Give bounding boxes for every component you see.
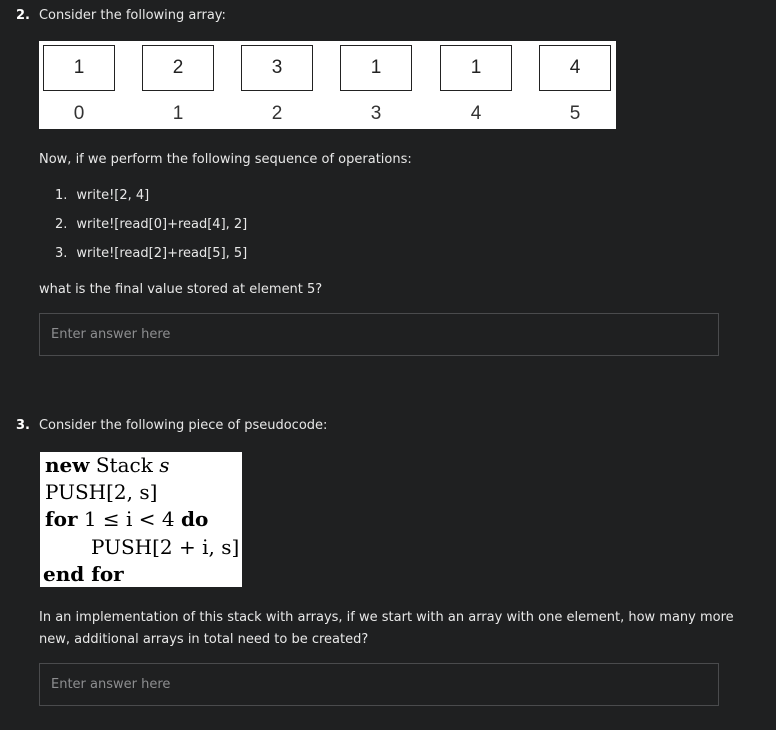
array-index: 2: [271, 103, 283, 124]
list-item: [55, 246, 247, 275]
pseudocode-figure: [40, 452, 242, 587]
q3-answer-input[interactable]: [39, 663, 719, 706]
list-item: [55, 217, 247, 246]
array-cell: 1: [43, 45, 115, 91]
op-number: 3.: [55, 246, 68, 261]
code-line-2: PUSH[2, s]: [45, 480, 158, 504]
q2-answer-input[interactable]: [39, 313, 719, 356]
ops-intro: Now, if we perform the following sequence of operations:: [39, 152, 412, 167]
op-number: 1.: [55, 188, 68, 203]
q2-header: [16, 8, 226, 23]
code-var: s: [159, 453, 170, 477]
array-index: 5: [569, 103, 581, 124]
q3-prompt: Consider the following piece of pseudocode:: [38, 418, 328, 433]
code-keyword: for: [45, 507, 78, 531]
array-cell: 1: [340, 45, 412, 91]
q2-prompt: Consider the following array:: [38, 8, 226, 23]
operations-list: [55, 188, 247, 275]
op-text: write![2, 4]: [76, 188, 150, 203]
array-cell: 1: [440, 45, 512, 91]
array-index: 0: [73, 103, 85, 124]
code-text: 1 ≤ i < 4: [83, 507, 175, 531]
array-index: 3: [370, 103, 382, 124]
code-line-1: [45, 454, 169, 476]
code-keyword: do: [181, 507, 209, 531]
array-figure: [39, 41, 616, 129]
code-line-4: PUSH[2 + i, s]: [91, 535, 240, 559]
op-number: 2.: [55, 217, 68, 232]
code-line-5: end for: [43, 562, 124, 586]
q2-question: what is the final value stored at element 5?: [39, 282, 323, 297]
array-index: 1: [172, 103, 184, 124]
q2-number: 2.: [16, 8, 30, 23]
q3-header: [16, 418, 327, 433]
array-cell: 4: [539, 45, 611, 91]
list-item: [55, 188, 247, 217]
q3-number: 3.: [16, 418, 30, 433]
q3-question: In an implementation of this stack with arrays, if we start with an array with one element, how many more new, additional arrays in total need to be created?: [39, 610, 734, 647]
array-cell: 3: [241, 45, 313, 91]
code-keyword: new: [45, 453, 90, 477]
array-cell: 2: [142, 45, 214, 91]
op-text: write![read[2]+read[5], 5]: [76, 246, 248, 261]
code-text: Stack: [95, 453, 153, 477]
array-index: 4: [470, 103, 482, 124]
code-line-3: [45, 508, 208, 530]
op-text: write![read[0]+read[4], 2]: [76, 217, 248, 232]
